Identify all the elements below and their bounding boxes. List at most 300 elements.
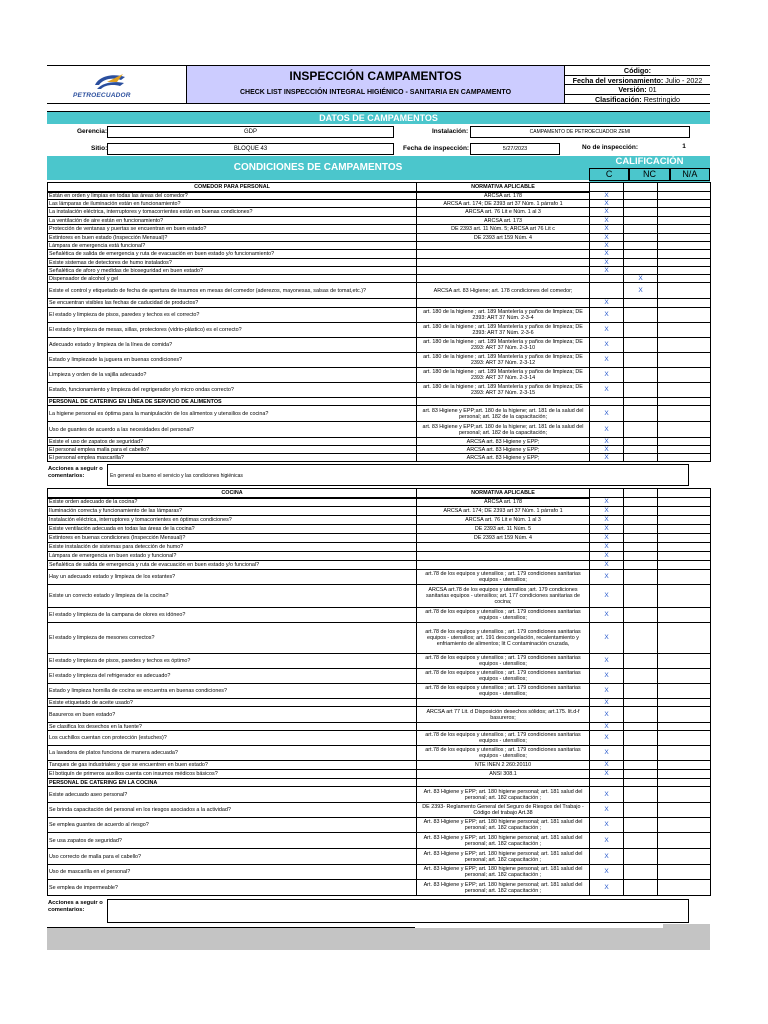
- checklist-mark-na[interactable]: [658, 623, 711, 654]
- checklist-mark-na[interactable]: [658, 368, 711, 383]
- checklist-mark-na[interactable]: [658, 608, 711, 623]
- checklist-item: Se brinda capacitación del personal en los riesgos asociados a la actividad?: [48, 803, 417, 818]
- checklist-mark-c[interactable]: X: [590, 608, 624, 623]
- checklist-row: [48, 507, 711, 516]
- checklist-mark-c[interactable]: X: [590, 525, 624, 534]
- checklist-mark-na[interactable]: [658, 338, 711, 353]
- checklist-mark-nc[interactable]: [624, 684, 658, 699]
- calificacion-label: CALIFICACIÓN: [615, 156, 684, 167]
- blank-cell: [624, 779, 658, 787]
- comedor-catering-header-row: [48, 398, 711, 406]
- checklist-mark-c[interactable]: X: [590, 192, 624, 200]
- checklist-item: Se emplea de impermeable?: [48, 880, 417, 896]
- checklist-item: Están en orden y limpias en todas las áreas del comedor?: [48, 192, 417, 200]
- gerencia-label: Gerencia:: [77, 128, 107, 135]
- checklist-mark-c[interactable]: X: [590, 731, 624, 746]
- checklist-item: Limpieza y orden de la vajilla adecuado?: [48, 368, 417, 383]
- checklist-mark-na[interactable]: [658, 707, 711, 723]
- comedor-table: [47, 182, 711, 462]
- checklist-mark-nc[interactable]: [624, 446, 658, 454]
- document-header: [47, 66, 710, 104]
- checklist-row: [48, 422, 711, 438]
- checklist-mark-nc[interactable]: [624, 406, 658, 422]
- checklist-item: El botiquín de primeros auxilios cuenta con insumos médicos básicos?: [48, 770, 417, 779]
- checklist-mark-c[interactable]: X: [590, 368, 624, 383]
- checklist-mark-na[interactable]: [658, 299, 711, 308]
- checklist-mark-c[interactable]: X: [590, 654, 624, 669]
- checklist-item: Existe el uso de zapatos de seguridad?: [48, 438, 417, 446]
- checklist-row: [48, 446, 711, 454]
- col-na-header: N/A: [670, 168, 710, 181]
- checklist-mark-na[interactable]: [658, 267, 711, 275]
- checklist-item: Se clasifica los desechos en la fuente?: [48, 723, 417, 731]
- blank-cell: [658, 398, 711, 406]
- checklist-normativa: Art. 83 Higiene y EPP; art. 180 higiene personal; art. 181 salud del personal; art. 182 capacitación ;: [417, 787, 590, 803]
- blank-cell: [417, 398, 590, 406]
- cocina-acciones-field[interactable]: [107, 899, 689, 923]
- checklist-mark-na[interactable]: [658, 880, 711, 896]
- checklist-item: Existe instalación de sistemas para detección de humo?: [48, 543, 417, 552]
- checklist-row: [48, 250, 711, 259]
- checklist-item: La ventilación de aire están en funcionamiento?: [48, 217, 417, 225]
- checklist-item: El estado y limpieza de mesones correctos?: [48, 623, 417, 654]
- checklist-mark-na[interactable]: [658, 353, 711, 368]
- checklist-mark-c[interactable]: X: [590, 818, 624, 833]
- comedor-acciones-label: Acciones a seguir o comentarios:: [48, 466, 103, 479]
- checklist-mark-na[interactable]: [658, 552, 711, 561]
- checklist-mark-na[interactable]: [658, 585, 711, 608]
- checklist-mark-c[interactable]: X: [590, 208, 624, 217]
- checklist-item: Estado, funcionamiento y limpieza del regrigerador y/o micro ondas correcto?: [48, 383, 417, 398]
- checklist-normativa: DE 2393 art 159 Núm. 4: [417, 234, 590, 242]
- checklist-mark-nc[interactable]: [624, 516, 658, 525]
- checklist-mark-c[interactable]: X: [590, 507, 624, 516]
- checklist-mark-na[interactable]: [658, 833, 711, 849]
- sheet-content: [47, 66, 703, 928]
- checklist-mark-na[interactable]: [658, 242, 711, 250]
- checklist-mark-na[interactable]: [658, 669, 711, 684]
- checklist-mark-c[interactable]: X: [590, 323, 624, 338]
- checklist-mark-c[interactable]: X: [590, 543, 624, 552]
- checklist-normativa: ARCSA art. 76 Lit e Núm. 1 al 3: [417, 208, 590, 217]
- checklist-item: El estado y limpieza de pisos, paredes y techos es el correcto?: [48, 308, 417, 323]
- checklist-mark-c[interactable]: X: [590, 454, 624, 462]
- checklist-normativa: DE 2393 art 159 Núm. 4: [417, 534, 590, 543]
- checklist-mark-nc[interactable]: [624, 454, 658, 462]
- checklist-mark-c[interactable]: X: [590, 803, 624, 818]
- checklist-row: [48, 803, 711, 818]
- checklist-mark-nc[interactable]: [624, 818, 658, 833]
- checklist-mark-na[interactable]: [658, 525, 711, 534]
- checklist-mark-na[interactable]: [658, 259, 711, 267]
- checklist-mark-na[interactable]: [658, 516, 711, 525]
- checklist-mark-nc[interactable]: [624, 585, 658, 608]
- checklist-mark-na[interactable]: [658, 770, 711, 779]
- cocina-section-header: COCINA: [48, 489, 417, 498]
- checklist-mark-na[interactable]: [658, 200, 711, 208]
- col-c-header: C: [589, 168, 629, 181]
- checklist-mark-c[interactable]: X: [590, 623, 624, 654]
- comedor-comments: [47, 462, 710, 488]
- checklist-mark-c[interactable]: X: [590, 534, 624, 543]
- checklist-normativa: [417, 299, 590, 308]
- checklist-mark-c[interactable]: X: [590, 242, 624, 250]
- checklist-row: [48, 267, 711, 275]
- checklist-mark-nc[interactable]: [624, 654, 658, 669]
- checklist-row: [48, 731, 711, 746]
- col-nc-header: NC: [629, 168, 669, 181]
- checklist-mark-nc[interactable]: X: [624, 275, 658, 283]
- cocina-comments: [47, 896, 710, 924]
- checklist-mark-nc[interactable]: [624, 242, 658, 250]
- checklist-mark-c[interactable]: X: [590, 761, 624, 770]
- checklist-row: [48, 669, 711, 684]
- checklist-mark-nc[interactable]: [624, 259, 658, 267]
- checklist-mark-c[interactable]: X: [590, 259, 624, 267]
- document-title: INSPECCIÓN CAMPAMENTOS: [289, 69, 462, 83]
- instalacion-field[interactable]: CAMPAMENTO DE PETROECUADOR ZEMI: [470, 126, 690, 138]
- checklist-mark-na[interactable]: [658, 818, 711, 833]
- checklist-mark-nc[interactable]: [624, 746, 658, 761]
- checklist-mark-nc[interactable]: [624, 200, 658, 208]
- checklist-normativa: ARCSA art. 76 Lit e Núm. 1 al 3: [417, 516, 590, 525]
- fecha-inspeccion-field[interactable]: 5/27/2023: [470, 143, 560, 155]
- checklist-item: El estado y limpieza de pisos, paredes y techos es óptimo?: [48, 654, 417, 669]
- checklist-mark-nc[interactable]: [624, 669, 658, 684]
- checklist-mark-c[interactable]: X: [590, 267, 624, 275]
- checklist-row: [48, 723, 711, 731]
- blank-cell: [590, 183, 624, 192]
- checklist-mark-nc[interactable]: [624, 543, 658, 552]
- checklist-row: [48, 225, 711, 234]
- checklist-row: [48, 699, 711, 707]
- checklist-mark-na[interactable]: [658, 438, 711, 446]
- comedor-acciones-field[interactable]: En general es bueno el servicio y las condiciones higiénicas: [107, 464, 689, 486]
- checklist-mark-nc[interactable]: [624, 623, 658, 654]
- checklist-mark-nc[interactable]: [624, 787, 658, 803]
- checklist-normativa: [417, 267, 590, 275]
- checklist-mark-na[interactable]: [658, 570, 711, 585]
- blank-cell: [624, 398, 658, 406]
- checklist-row: [48, 608, 711, 623]
- checklist-mark-nc[interactable]: [624, 525, 658, 534]
- version-row: Versión: 01: [565, 85, 710, 95]
- checklist-normativa: art. 83 Higiene y EPP;art. 180 de la higiene; art. 181 de la salud del personal; art. 182 de la capacitación;: [417, 422, 590, 438]
- checklist-row: [48, 865, 711, 880]
- checklist-mark-na[interactable]: [658, 250, 711, 259]
- checklist-normativa: art.78 de los equipos y utensilios ; art. 179 condiciones sanitarias equipos - utensilios;: [417, 570, 590, 585]
- checklist-mark-na[interactable]: [658, 308, 711, 323]
- checklist-normativa: Art. 83 Higiene y EPP; art. 180 higiene personal; art. 181 salud del personal; art. 182 capacitación ;: [417, 865, 590, 880]
- checklist-mark-na[interactable]: [658, 454, 711, 462]
- checklist-normativa: DE 2393- Reglamento General del Seguro de Riesgos del Trabajo - Código del trabajo Art.38: [417, 803, 590, 818]
- checklist-mark-c[interactable]: X: [590, 422, 624, 438]
- checklist-mark-na[interactable]: [658, 225, 711, 234]
- checklist-mark-c[interactable]: X: [590, 446, 624, 454]
- checklist-mark-c[interactable]: X: [590, 699, 624, 707]
- checklist-mark-c[interactable]: X: [590, 849, 624, 865]
- checklist-mark-na[interactable]: [658, 561, 711, 570]
- checklist-mark-c[interactable]: X: [590, 353, 624, 368]
- checklist-item: Existe adecuado aseo personal?: [48, 787, 417, 803]
- checklist-mark-nc[interactable]: [624, 217, 658, 225]
- checklist-item: Existe etiquetado de aceite usado?: [48, 699, 417, 707]
- checklist-item: Hay un adecuado estado y limpieza de los estantes?: [48, 570, 417, 585]
- checklist-row: [48, 761, 711, 770]
- checklist-mark-na[interactable]: [658, 283, 711, 299]
- checklist-item: Los cuchillos cuentan con protección (estuches)?: [48, 731, 417, 746]
- checklist-mark-nc[interactable]: [624, 438, 658, 446]
- checklist-item: El personal emplea malla para el cabello?: [48, 446, 417, 454]
- checklist-mark-nc[interactable]: [624, 353, 658, 368]
- checklist-mark-nc[interactable]: [624, 880, 658, 896]
- checklist-mark-na[interactable]: [658, 746, 711, 761]
- checklist-item: Protección de ventanas y puertas se encuentran en buen estado?: [48, 225, 417, 234]
- checklist-item: Lámpara de emergencia en buen estado y funcional?: [48, 552, 417, 561]
- checklist-mark-nc[interactable]: [624, 192, 658, 200]
- checklist-row: [48, 217, 711, 225]
- checklist-mark-c[interactable]: X: [590, 299, 624, 308]
- checklist-row: [48, 849, 711, 865]
- checklist-normativa: [417, 242, 590, 250]
- checklist-mark-nc[interactable]: [624, 723, 658, 731]
- blank-cell: [590, 398, 624, 406]
- checklist-mark-c[interactable]: X: [590, 585, 624, 608]
- checklist-mark-c[interactable]: X: [590, 865, 624, 880]
- checklist-item: Tanques de gas industriales y que se encuentren en buen estado?: [48, 761, 417, 770]
- checklist-row: [48, 454, 711, 462]
- checklist-normativa: ANSI 308.1: [417, 770, 590, 779]
- checklist-normativa: [417, 259, 590, 267]
- checklist-normativa: ARCSA art. 178: [417, 498, 590, 507]
- checklist-mark-nc[interactable]: [624, 422, 658, 438]
- checklist-mark-c[interactable]: X: [590, 438, 624, 446]
- checklist-mark-c[interactable]: X: [590, 723, 624, 731]
- checklist-mark-c[interactable]: X: [590, 787, 624, 803]
- calificacion-header: [589, 156, 710, 182]
- checklist-row: [48, 383, 711, 398]
- checklist-mark-nc[interactable]: [624, 833, 658, 849]
- checklist-mark-na[interactable]: [658, 684, 711, 699]
- checklist-mark-na[interactable]: [658, 406, 711, 422]
- checklist-mark-na[interactable]: [658, 534, 711, 543]
- checklist-item: Se encuentran visibles las fechas de caducidad de productos?: [48, 299, 417, 308]
- checklist-mark-na[interactable]: [658, 849, 711, 865]
- checklist-row: [48, 368, 711, 383]
- checklist-row: [48, 561, 711, 570]
- checklist-row: [48, 338, 711, 353]
- checklist-mark-c[interactable]: X: [590, 406, 624, 422]
- checklist-item: Señalética de aforo y medidas de bioseguridad en buen estado?: [48, 267, 417, 275]
- checklist-mark-c[interactable]: X: [590, 234, 624, 242]
- header-spacer: [47, 104, 710, 112]
- inspection-sheet: [47, 65, 710, 949]
- checklist-mark-nc[interactable]: [624, 803, 658, 818]
- checklist-mark-na[interactable]: [658, 803, 711, 818]
- checklist-normativa: art. 83 Higiene y EPP;art. 180 de la higiene; art. 181 de la salud del personal; art. 182 de la capacitación;: [417, 406, 590, 422]
- checklist-mark-c[interactable]: X: [590, 383, 624, 398]
- checklist-mark-nc[interactable]: [624, 250, 658, 259]
- checklist-mark-na[interactable]: [658, 383, 711, 398]
- cocina-acciones-label: Acciones a seguir o comentarios:: [48, 900, 103, 913]
- checklist-mark-nc[interactable]: X: [624, 283, 658, 299]
- checklist-normativa: ARCSA art. 178: [417, 192, 590, 200]
- checklist-mark-c[interactable]: X: [590, 684, 624, 699]
- checklist-normativa: [417, 552, 590, 561]
- cocina-table: [47, 488, 711, 896]
- checklist-row: [48, 833, 711, 849]
- blank-cell: [658, 779, 711, 787]
- checklist-normativa: art.78 de los equipos y utensilios ; art. 179 condiciones sanitarias equipos - utensilios;: [417, 684, 590, 699]
- datos-section-title: DATOS DE CAMPAMENTOS: [47, 112, 710, 124]
- checklist-mark-c[interactable]: X: [590, 308, 624, 323]
- checklist-item: Iluminación correcta y funcionamiento de las lámparas?: [48, 507, 417, 516]
- checklist-row: [48, 787, 711, 803]
- checklist-item: Las lámparas de iluminación están en funcionamiento?: [48, 200, 417, 208]
- checklist-mark-nc[interactable]: [624, 707, 658, 723]
- checklist-normativa: ARCSA art. 173: [417, 217, 590, 225]
- checklist-mark-nc[interactable]: [624, 552, 658, 561]
- checklist-normativa: Art. 83 Higiene y EPP; art. 180 higiene personal; art. 181 salud del personal; art. 182 capacitación ;: [417, 880, 590, 896]
- checklist-mark-nc[interactable]: [624, 299, 658, 308]
- checklist-row: [48, 552, 711, 561]
- checklist-mark-c[interactable]: X: [590, 669, 624, 684]
- checklist-normativa: [417, 250, 590, 259]
- checklist-item: Existe un correcto estado y limpieza de la cocina?: [48, 585, 417, 608]
- checklist-mark-c[interactable]: X: [590, 570, 624, 585]
- checklist-row: [48, 242, 711, 250]
- checklist-mark-na[interactable]: [658, 731, 711, 746]
- company-logo: [47, 66, 187, 103]
- checklist-item: Uso de guantes de acuerdo a las necesidades del personal?: [48, 422, 417, 438]
- checklist-mark-na[interactable]: [658, 217, 711, 225]
- checklist-mark-nc[interactable]: [624, 368, 658, 383]
- checklist-item: Se emplea guantes de acuerdo al riesgo?: [48, 818, 417, 833]
- checklist-mark-nc[interactable]: [624, 323, 658, 338]
- checklist-mark-na[interactable]: [658, 275, 711, 283]
- checklist-mark-na[interactable]: [658, 761, 711, 770]
- checklist-normativa: [417, 543, 590, 552]
- numero-inspeccion-field[interactable]: 1: [682, 143, 686, 150]
- checklist-mark-nc[interactable]: [624, 507, 658, 516]
- comedor-section-header: COMEDOR PARA PERSONAL: [48, 183, 417, 192]
- checklist-mark-nc[interactable]: [624, 383, 658, 398]
- blank-cell: [590, 779, 624, 787]
- checklist-mark-na[interactable]: [658, 787, 711, 803]
- cocina-normativa-header: NORMATIVA APLICABLE: [417, 489, 590, 498]
- checklist-mark-nc[interactable]: [624, 225, 658, 234]
- clasificacion-row: Clasificación: Restringido: [594, 94, 681, 104]
- cocina-catering-header-row: [48, 779, 711, 787]
- checklist-mark-c[interactable]: X: [590, 498, 624, 507]
- checklist-normativa: ARCSA art. 174; DE 2393 art 37 Núm. 1 párrafo 1: [417, 200, 590, 208]
- gerencia-field[interactable]: GDP: [107, 126, 394, 138]
- checklist-mark-c[interactable]: [590, 275, 624, 283]
- checklist-mark-na[interactable]: [658, 699, 711, 707]
- blank-cell: [590, 489, 624, 498]
- checklist-mark-na[interactable]: [658, 323, 711, 338]
- checklist-mark-nc[interactable]: [624, 561, 658, 570]
- checklist-mark-nc[interactable]: [624, 338, 658, 353]
- checklist-mark-na[interactable]: [658, 543, 711, 552]
- checklist-mark-nc[interactable]: [624, 570, 658, 585]
- checklist-mark-c[interactable]: X: [590, 707, 624, 723]
- checklist-mark-nc[interactable]: [624, 699, 658, 707]
- document-subtitle: CHECK LIST INSPECCIÓN INTEGRAL HIGIÉNICO - SANITARIA EN CAMPAMENTO: [239, 89, 512, 96]
- checklist-normativa: Art. 83 Higiene y EPP; art. 180 higiene personal; art. 181 salud del personal; art. 182 capacitación ;: [417, 849, 590, 865]
- checklist-normativa: ARCSA art.78 de los equipos y utensilios ;art. 179 condiciones sanitarias equipos - utensilios; art. 177 condiciones sanitarias de cocina;: [417, 585, 590, 608]
- checklist-mark-c[interactable]: X: [590, 770, 624, 779]
- checklist-mark-nc[interactable]: [624, 770, 658, 779]
- fecha-version-row: Fecha del versionamiento: Julio - 2022: [565, 76, 710, 86]
- cocina-header-row: [48, 489, 711, 498]
- checklist-row: [48, 406, 711, 422]
- checklist-mark-c[interactable]: X: [590, 561, 624, 570]
- checklist-mark-nc[interactable]: [624, 731, 658, 746]
- checklist-mark-nc[interactable]: [624, 308, 658, 323]
- checklist-mark-na[interactable]: [658, 208, 711, 217]
- checklist-mark-nc[interactable]: [624, 498, 658, 507]
- checklist-mark-nc[interactable]: [624, 267, 658, 275]
- checklist-item: Existe sistemas de detectores de humo instalados?: [48, 259, 417, 267]
- checklist-mark-nc[interactable]: [624, 234, 658, 242]
- checklist-normativa: [417, 723, 590, 731]
- checklist-mark-na[interactable]: [658, 498, 711, 507]
- checklist-mark-nc[interactable]: [624, 208, 658, 217]
- checklist-mark-na[interactable]: [658, 422, 711, 438]
- checklist-mark-c[interactable]: X: [590, 880, 624, 896]
- checklist-mark-na[interactable]: [658, 446, 711, 454]
- checklist-mark-nc[interactable]: [624, 865, 658, 880]
- checklist-row: [48, 746, 711, 761]
- checklist-normativa: art. 180 de la higiene ; art. 189 Mantelería y paños de limpieza; DE 2393: ART 37 Núm. 2-3-6: [417, 323, 590, 338]
- checklist-mark-nc[interactable]: [624, 849, 658, 865]
- checklist-mark-na[interactable]: [658, 234, 711, 242]
- checklist-mark-c[interactable]: X: [590, 250, 624, 259]
- checklist-mark-c[interactable]: X: [590, 746, 624, 761]
- checklist-normativa: Art. 83 Higiene y EPP; art. 180 higiene personal; art. 181 salud del personal; art. 182 capacitación ;: [417, 833, 590, 849]
- checklist-item: Estado y limpiezade la juguera en buenas condiciones?: [48, 353, 417, 368]
- checklist-mark-nc[interactable]: [624, 608, 658, 623]
- checklist-mark-na[interactable]: [658, 507, 711, 516]
- checklist-item: El estado y limpieza del refrigerador es adecuado?: [48, 669, 417, 684]
- checklist-mark-c[interactable]: X: [590, 338, 624, 353]
- checklist-normativa: art. 180 de la higiene ; art. 189 Mantelería y paños de limpieza; DE 2393: ART 37 Núm. 2-3-10: [417, 338, 590, 353]
- checklist-normativa: ARCSA art. 83 Higiene y EPP;: [417, 438, 590, 446]
- checklist-mark-na[interactable]: [658, 654, 711, 669]
- checklist-mark-na[interactable]: [658, 723, 711, 731]
- sitio-field[interactable]: BLOQUE 43: [107, 143, 394, 155]
- checklist-item: Adecuado estado y limpieza de la línea de comida?: [48, 338, 417, 353]
- blank-cell: [658, 489, 711, 498]
- checklist-mark-nc[interactable]: [624, 761, 658, 770]
- checklist-row: [48, 534, 711, 543]
- checklist-normativa: art. 180 de la higiene ; art. 189 Mantelería y paños de limpieza; DE 2393: ART 37 Núm. 2-3-12: [417, 353, 590, 368]
- checklist-mark-c[interactable]: X: [590, 833, 624, 849]
- checklist-mark-c[interactable]: X: [590, 225, 624, 234]
- checklist-mark-na[interactable]: [658, 865, 711, 880]
- checklist-mark-c[interactable]: [590, 283, 624, 299]
- checklist-normativa: NTE INEN 2 260:20110: [417, 761, 590, 770]
- checklist-mark-na[interactable]: [658, 192, 711, 200]
- checklist-mark-c[interactable]: X: [590, 552, 624, 561]
- petroecuador-logo-icon: [93, 72, 127, 92]
- checklist-mark-c[interactable]: X: [590, 200, 624, 208]
- checklist-mark-c[interactable]: X: [590, 516, 624, 525]
- checklist-mark-nc[interactable]: [624, 534, 658, 543]
- checklist-normativa: art.78 de los equipos y utensilios ; art. 179 condiciones sanitarias equipos - utensilios;: [417, 669, 590, 684]
- checklist-mark-c[interactable]: X: [590, 217, 624, 225]
